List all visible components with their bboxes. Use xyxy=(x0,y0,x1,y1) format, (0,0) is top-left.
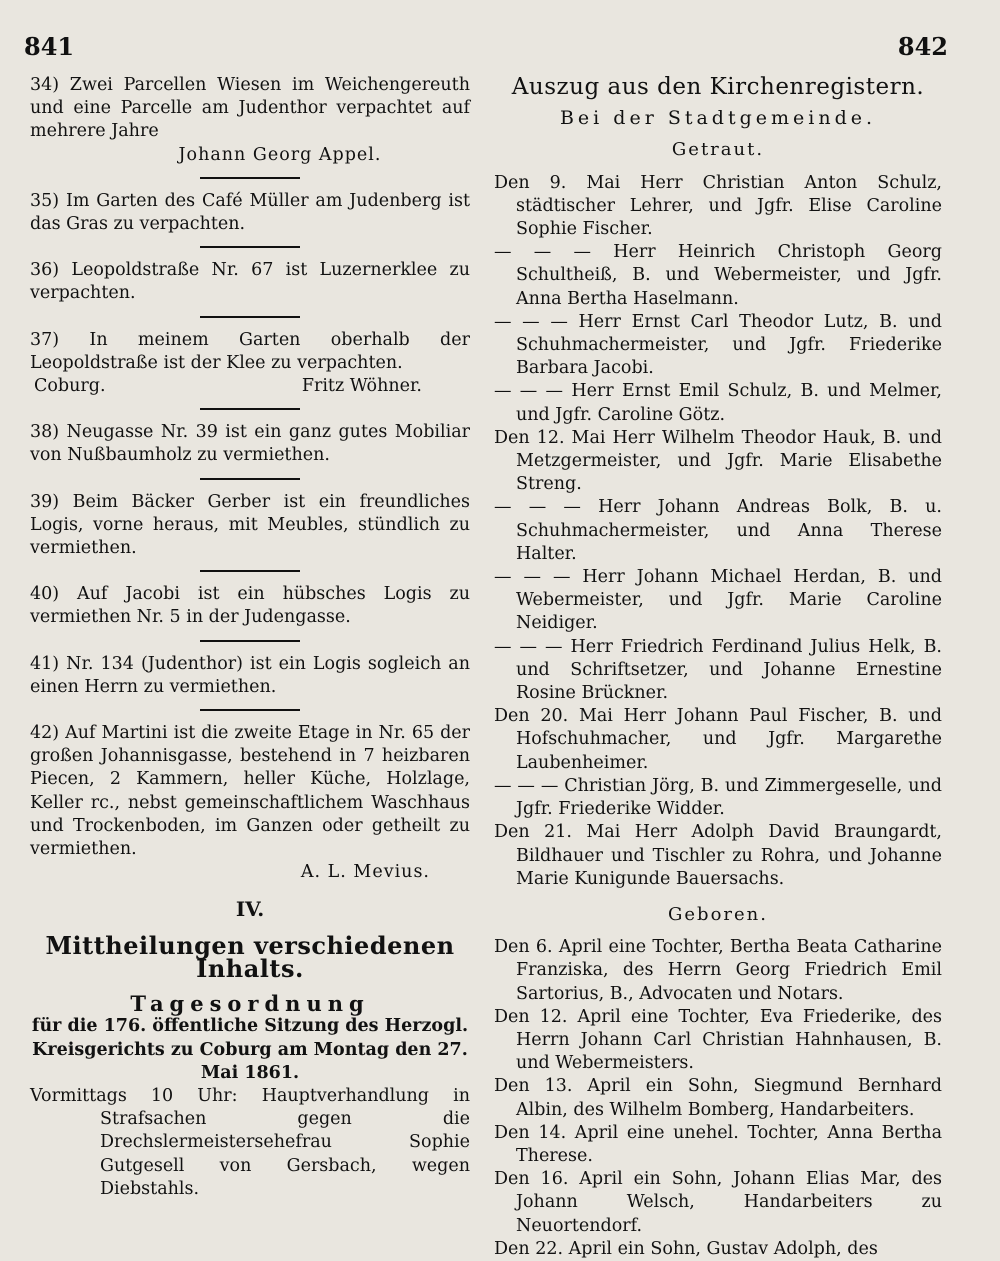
marriage-entry: Den 20. Mai Herr Johann Paul Fischer, B. und Hofschuhmacher, und Jgfr. Margarethe Laubenheimer. xyxy=(494,706,942,773)
separator-rule xyxy=(200,408,300,410)
agenda-entry xyxy=(30,1085,470,1201)
classified-ad: 39) Beim Bäcker Gerber ist ein freundliches Logis, vorne heraus, mit Meubles, stündlich zu vermiethen. xyxy=(30,491,470,559)
marriage-entry: Den 21. Mai Herr Adolph David Braungardt, Bildhauer und Tischler zu Rohra, und Johanne Marie Kunigunde Bauersachs. xyxy=(494,822,942,889)
separator-rule xyxy=(200,709,300,711)
classified-ad: 38) Neugasse Nr. 39 ist ein ganz gutes Mobiliar von Nußbaumholz zu vermiethen. xyxy=(30,422,470,466)
agenda-heading: Tagesordnung xyxy=(130,991,370,1017)
marriage-entry: Den 12. Mai Herr Wilhelm Theodor Hauk, B. und Metzgermeister, und Jgfr. Marie Elisabethe Streng. xyxy=(494,427,942,495)
agenda-intro: für die 176. öffentliche Sitzung des Herzogl. Kreisgerichts zu Coburg am Montag den 27. Mai 1861. xyxy=(31,1016,469,1083)
classified-ad: 42) Auf Martini ist die zweite Etage in Nr. 65 der großen Johannisgasse, bestehend in 7 heizbaren Piecen, 2 Kammern, heller Küche, Holzlage, Keller rc., nebst gemeinschaftlichem Waschhaus und Trockenboden, im Ganzen oder getheilt zu vermiethen. xyxy=(30,723,470,860)
classified-ad: 34) Zwei Parcellen Wiesen im Weichengereuth und eine Parcelle am Judenthor verpachtet auf mehrere Jahre xyxy=(30,75,470,142)
marriage-entry: — — — Herr Johann Michael Herdan, B. und Webermeister, und Jgfr. Marie Caroline Neidiger. xyxy=(494,567,942,634)
born-heading: Geboren. xyxy=(668,903,768,925)
section-title: Mittheilungen verschiedenen Inhalts. xyxy=(45,930,455,983)
birth-entry: Den 13. April ein Sohn, Siegmund Bernhard Albin, des Wilhelm Bomberg, Handarbeiters. xyxy=(494,1076,942,1120)
married-heading: Getraut. xyxy=(671,139,765,161)
marriage-entry: Den 9. Mai Herr Christian Anton Schulz, städtischer Lehrer, und Jgfr. Elise Caroline Sophie Fischer. xyxy=(494,172,942,240)
marriage-entry: — — — Herr Ernst Carl Theodor Lutz, B. und Schuhmachermeister, und Jgfr. Friederike Barbara Jacobi. xyxy=(494,311,942,379)
ad-place: Coburg. xyxy=(34,376,106,397)
page-number-right: 842 xyxy=(897,32,948,61)
agenda-item: Hauptverhandlung in Strafsachen gegen die Drechslermeistersehefrau Sophie Gutgesell von Gersbach, wegen Diebstahls. xyxy=(100,1085,470,1199)
left-column xyxy=(30,74,470,1201)
right-column xyxy=(494,70,942,1261)
marriage-entry: — — — Herr Friedrich Ferdinand Julius Helk, B. und Schriftsetzer, und Johanne Ernestine Rosine Brückner. xyxy=(494,636,942,704)
marriage-entry: — — — Herr Ernst Emil Schulz, B. und Melmer, und Jgfr. Caroline Götz. xyxy=(494,381,942,425)
classified-ad: 37) In meinem Garten oberhalb der Leopoldstraße ist der Klee zu verpachten. xyxy=(30,329,470,373)
page-number-left: 841 xyxy=(24,32,75,61)
marriage-entry: — — — Herr Heinrich Christoph Georg Schultheiß, B. und Webermeister, und Jgfr. Anna Bertha Haselmann. xyxy=(494,242,942,309)
separator-rule xyxy=(200,640,300,642)
separator-rule xyxy=(200,316,300,318)
ad-signature-row xyxy=(30,375,470,398)
classified-ad: 35) Im Garten des Café Müller am Judenberg ist das Gras zu verpachten. xyxy=(30,190,470,235)
classified-ad: 36) Leopoldstraße Nr. 67 ist Luzernerklee zu verpachten. xyxy=(30,260,470,304)
birth-entry: Den 22. April ein Sohn, Gustav Adolph, des xyxy=(494,1238,878,1259)
classified-ad: 40) Auf Jacobi ist ein hübsches Logis zu vermiethen Nr. 5 in der Judengasse. xyxy=(30,584,470,628)
separator-rule xyxy=(200,478,300,480)
birth-entry: Den 12. April eine Tochter, Eva Friederike, des Herrn Johann Carl Christian Hahnhausen, B. und Webermeisters. xyxy=(494,1006,942,1074)
marriage-entry: — — — Herr Johann Andreas Bolk, B. u. Schuhmachermeister, und Anna Therese Halter. xyxy=(494,497,942,564)
birth-entry: Den 16. April ein Sohn, Johann Elias Mar, des Johann Welsch, Handarbeiters zu Neuortendorf. xyxy=(494,1169,942,1236)
classified-ad: 41) Nr. 134 (Judenthor) ist ein Logis sogleich an einen Herrn zu vermiethen. xyxy=(30,653,470,697)
separator-rule xyxy=(200,177,300,179)
marriage-entry: — — — Christian Jörg, B. und Zimmergeselle, und Jgfr. Friederike Widder. xyxy=(494,775,942,820)
separator-rule xyxy=(200,246,300,248)
birth-entry: Den 14. April eine unehel. Tochter, Anna Bertha Therese. xyxy=(494,1122,942,1166)
register-subtitle: Bei der Stadtgemeinde. xyxy=(559,107,877,130)
section-number: IV. xyxy=(235,897,265,922)
birth-entry: Den 6. April eine Tochter, Bertha Beata Catharine Franziska, des Herrn Georg Friedrich Emil Sartorius, B., Advocaten und Notars. xyxy=(494,937,942,1004)
ad-signature: A. L. Mevius. xyxy=(300,862,430,883)
separator-rule xyxy=(200,570,300,572)
ad-signature: Johann Georg Appel. xyxy=(178,144,382,165)
ad-signature: Fritz Wöhner. xyxy=(301,376,422,397)
register-title: Auszug aus den Kirchenregistern. xyxy=(511,74,925,100)
agenda-time: Vormittags 10 Uhr: xyxy=(30,1085,238,1106)
